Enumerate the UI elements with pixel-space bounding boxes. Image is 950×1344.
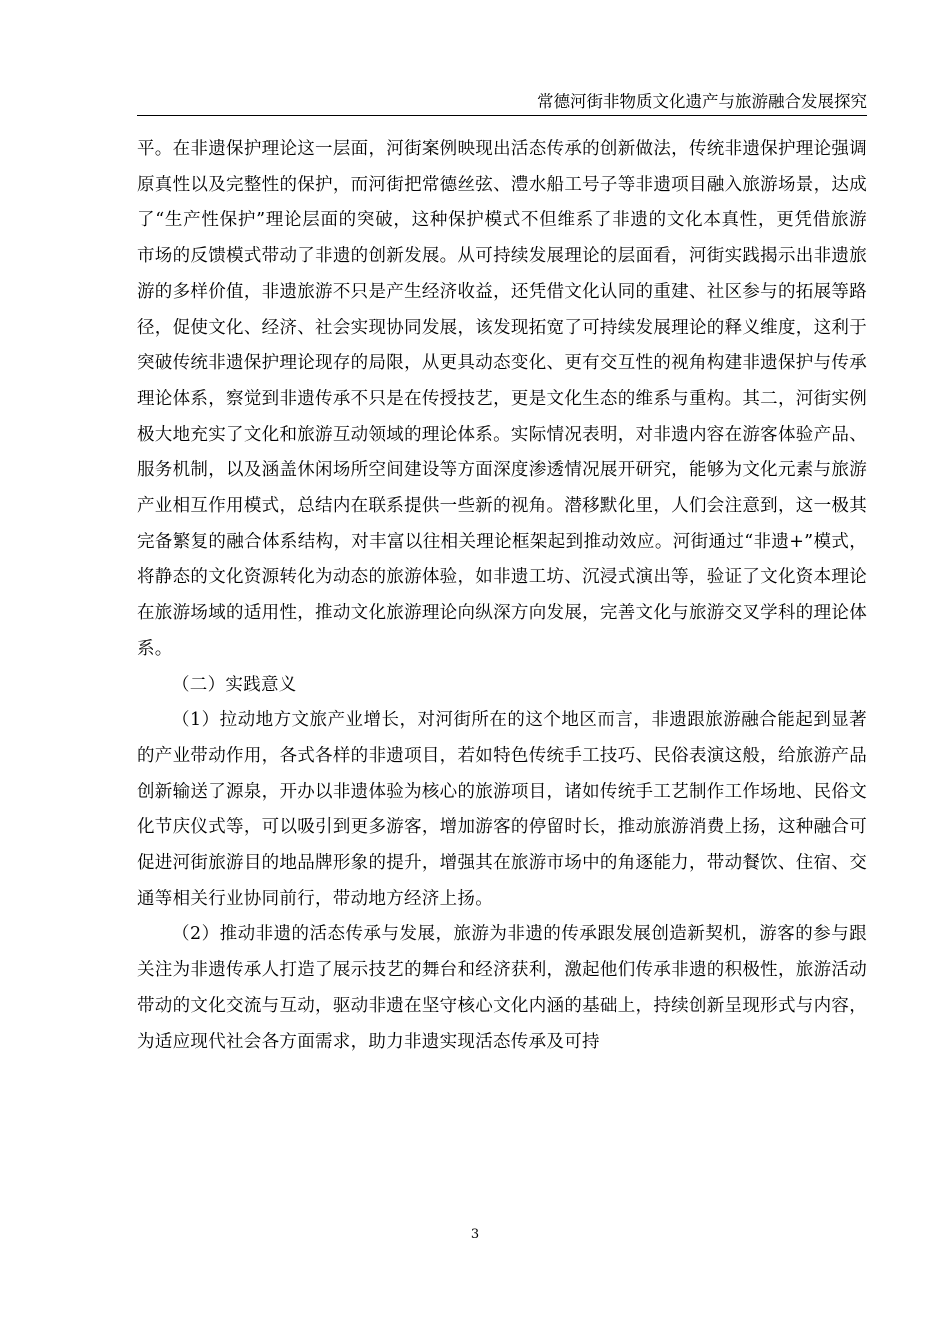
page-number: 3 <box>470 1227 480 1242</box>
paragraph-practice-point-1: （1）拉动地方文旅产业增长，对河街所在的这个地区而言，非遗跟旅游融合能起到显著的产业带动作用，各式各样的非遗项目，若如特色传统手工技巧、民俗表演这般，给旅游产品创新输送了源泉，开办以非遗体验为核心的旅游项目，诸如传统手工艺制作工作场地、民俗文化节庆仪式等，可以吸引到更多游客，增加游客的停留时长，推动旅游消费上扬，这种融合可促进河街旅游目的地品牌形象的提升，增强其在旅游市场中的角逐能力，带动餐饮、住宿、交通等相关行业协同前行，带动地方经济上扬。 <box>137 710 867 909</box>
body-text <box>137 132 867 1060</box>
header-rule <box>137 115 867 116</box>
section-heading-practical-significance: （二）实践意义 <box>172 674 297 695</box>
running-header: 常德河街非物质文化遗产与旅游融合发展探究 <box>537 92 867 111</box>
paragraph-theory-continuation: 平。在非遗保护理论这一层面，河街案例映现出活态传承的创新做法，传统非遗保护理论强调原真性以及完整性的保护，而河街把常德丝弦、澧水船工号子等非遗项目融入旅游场景，达成了“生产性保护”理论层面的突破，这种保护模式不但维系了非遗的文化本真性，更凭借旅游市场的反馈模式带动了非遗的创新发展。从可持续发展理论的层面看，河街实践揭示出非遗旅游的多样价值，非遗旅游不只是产生经济收益，还凭借文化认同的重建、社区参与的拓展等路径，促使文化、经济、社会实现协同发展，该发现拓宽了可持续发展理论的释义维度，这利于突破传统非遗保护理论现存的局限，从更具动态变化、更有交互性的视角构建非遗保护与传承理论体系，察觉到非遗传承不只是在传授技艺，更是文化生态的维系与重构。其二，河街实例极大地充实了文化和旅游互动领域的理论体系。实际情况表明，对非遗内容在游客体验产品、服务机制，以及涵盖休闲场所空间建设等方面深度渗透情况展开研究，能够为文化元素与旅游产业相互作用模式，总结内在联系提供一些新的视角。潜移默化里，人们会注意到，这一极其完备繁复的融合体系结构，对丰富以往相关理论框架起到推动效应。河街通过“非遗+”模式，将静态的文化资源转化为动态的旅游体验，如非遗工坊、沉浸式演出等，验证了文化资本理论在旅游场域的适用性，推动文化旅游理论向纵深方向发展，完善文化与旅游交叉学科的理论体系。 <box>137 139 867 659</box>
paragraph-practice-point-2: （2）推动非遗的活态传承与发展，旅游为非遗的传承跟发展创造新契机，游客的参与跟关注为非遗传承人打造了展示技艺的舞台和经济获利，激起他们传承非遗的积极性，旅游活动带动的文化交流与互动，驱动非遗在坚守核心文化内涵的基础上，持续创新呈现形式与内容，为适应现代社会各方面需求，助力非遗实现活态传承及可持 <box>137 924 867 1052</box>
